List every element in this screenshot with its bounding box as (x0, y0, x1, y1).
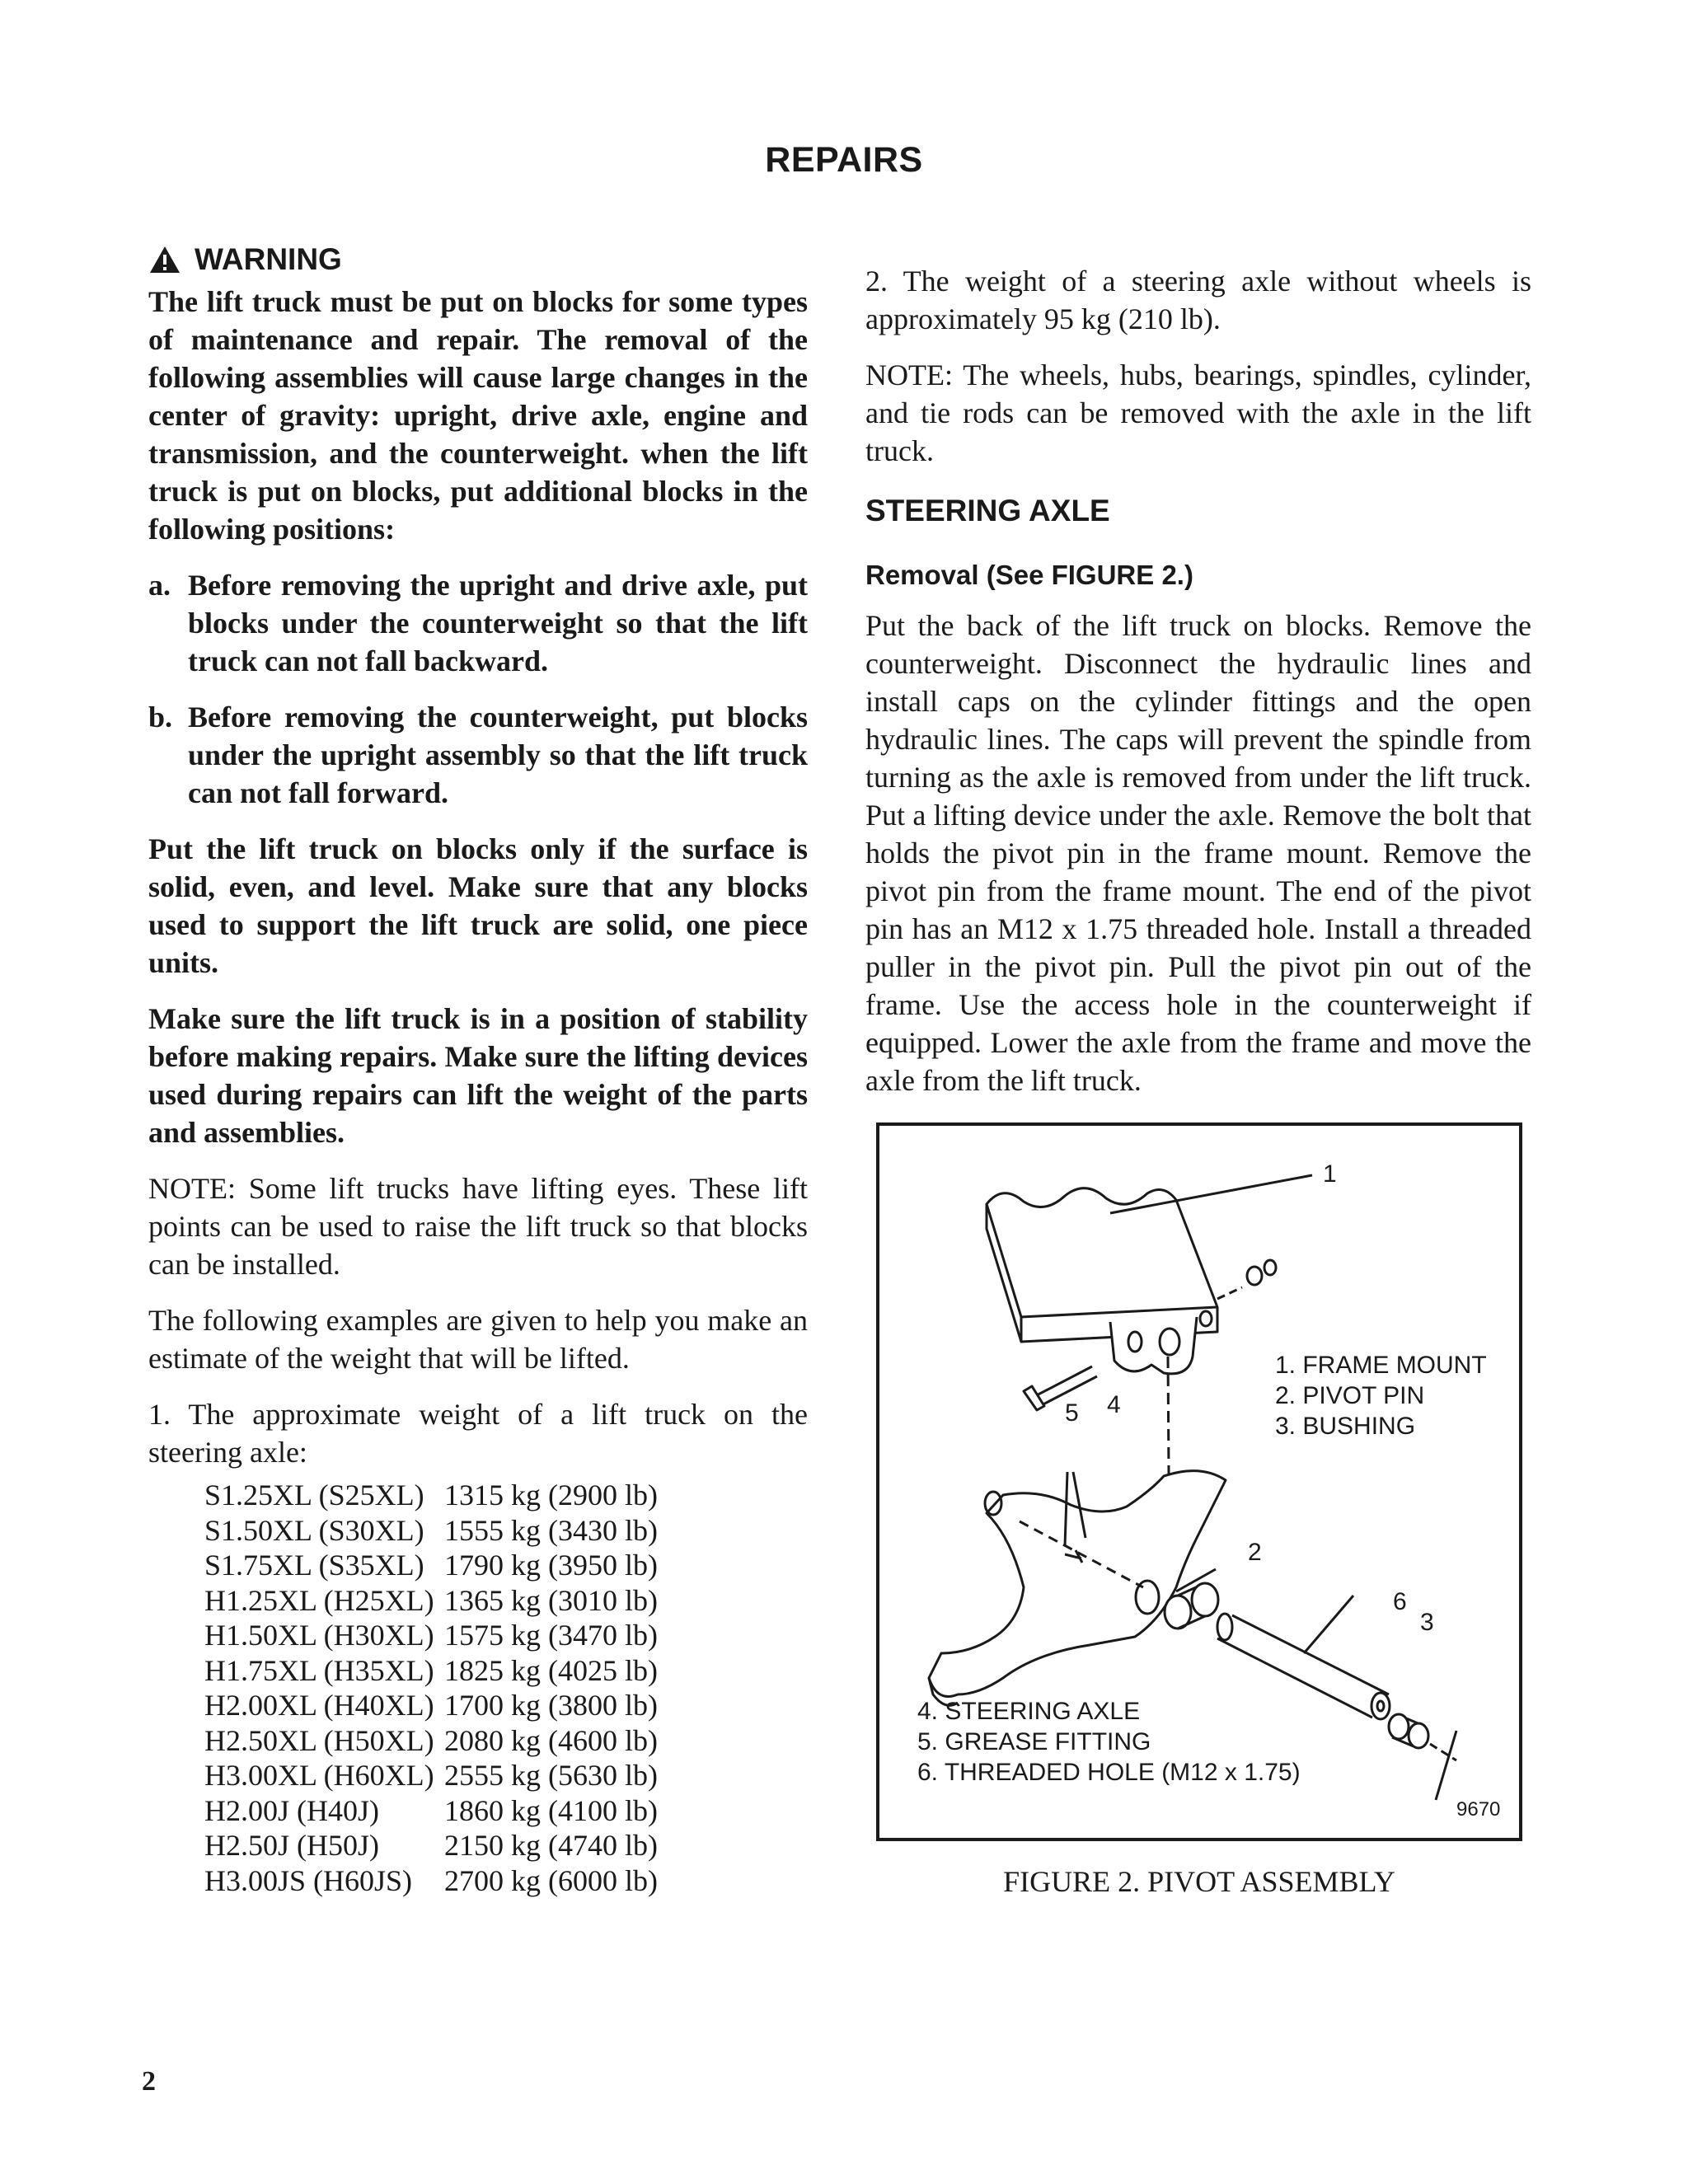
weight-row (204, 1828, 808, 1863)
callout-6: 6 (1393, 1588, 1407, 1615)
figure-number: 9670 (1456, 1798, 1501, 1821)
note-lifting-eyes: NOTE: Some lift trucks have lifting eyes. These lift points can be used to raise the lift truck so that blocks can be installed. (148, 1172, 808, 1281)
page-title: REPAIRS (765, 140, 923, 180)
washer (1264, 1260, 1276, 1275)
weight-row (204, 1723, 808, 1759)
model-cell: H2.50J (H50J) (204, 1829, 379, 1862)
item-1-text: 1. The approximate weight of a lift truck on the steering axle: (148, 1398, 808, 1469)
section-heading: STEERING AXLE (865, 494, 1110, 527)
model-cell: S1.25XL (S25XL) (204, 1479, 424, 1511)
frame-mount-lug (1110, 1317, 1197, 1374)
weight-row (204, 1793, 808, 1829)
warning-heading (148, 241, 808, 278)
figure-caption: FIGURE 2. PIVOT ASSEMBLY (1003, 1865, 1395, 1898)
model-cell: H3.00XL (H60XL) (204, 1759, 434, 1792)
pivot-pin-body (1217, 1615, 1389, 1718)
legend-steering-axle: 4. STEERING AXLE (917, 1698, 1141, 1725)
model-cell: H1.25XL (H25XL) (204, 1583, 434, 1617)
pivot-pin-threaded-end (1372, 1693, 1390, 1719)
warning-heading-text: WARNING (195, 242, 342, 276)
model-cell: H2.00XL (H40XL) (204, 1689, 434, 1722)
right-column (865, 262, 1531, 1118)
leader-3 (1436, 1731, 1456, 1800)
legend-threaded-hole: 6. THREADED HOLE (M12 x 1.75) (917, 1759, 1301, 1786)
warning-item-a (148, 566, 808, 680)
examples-intro: The following examples are given to help you make an estimate of the weight that will be lifted. (148, 1304, 808, 1375)
figure-pivot-assembly (876, 1122, 1522, 1841)
weight-cell: 2080 kg (4600 lb) (444, 1723, 658, 1757)
weight-row (204, 1513, 808, 1549)
callout-4: 4 (1107, 1391, 1121, 1418)
weight-row (204, 1863, 808, 1899)
nut (1247, 1267, 1262, 1285)
pivot-assembly-illustration (879, 1126, 1519, 1838)
subsection-heading: Removal (See FIGURE 2.) (865, 560, 1193, 590)
weight-cell: 1825 kg (4025 lb) (444, 1653, 658, 1687)
note-removal: NOTE: The wheels, hubs, bearings, spindles, cylinder, and tie rods can be removed with the axle in the lift truck. (865, 359, 1531, 467)
callout-5: 5 (1065, 1399, 1079, 1427)
weight-row (204, 1478, 808, 1513)
legend-bushing: 3. BUSHING (1275, 1413, 1416, 1440)
weight-cell: 1555 kg (3430 lb) (444, 1513, 658, 1547)
bushing-right-end (1409, 1723, 1428, 1748)
weight-cell: 1860 kg (4100 lb) (444, 1793, 658, 1827)
warning-para-surface: Put the lift truck on blocks only if the surface is solid, even, and level. Make sure that any blocks used to support the lift truck are solid, one piece units. (148, 832, 808, 979)
frame-mount-top (987, 1188, 1217, 1317)
weight-row (204, 1688, 808, 1723)
pivot-pin-end (1217, 1614, 1232, 1640)
weight-cell: 2150 kg (4740 lb) (444, 1829, 658, 1862)
removal-procedure: Put the back of the lift truck on blocks. Remove the counterweight. Disconnect the hydraulic lines and install caps on the cylinder fittings and the open hydraulic lines. The caps will prevent the spindle from turning as the axle is removed from under the lift truck. Put a lifting device under the axle. Remove the bolt that holds the pivot pin in the frame mount. Remove the pivot pin from the frame mount. The end of the pivot pin has an M12 x 1.75 threaded hole. Install a threaded puller in the pivot pin. Pull the pivot pin out of the frame. Use the access hole in the counterweight if equipped. Lower the axle from the frame and move the axle from the lift truck. (865, 609, 1531, 1097)
warning-para-stability: Make sure the lift truck is in a position of stability before making repairs. Make sure the lifting devices used during repairs can lift the weight of the parts and assemblies. (148, 1002, 808, 1149)
leader-1 (1110, 1175, 1312, 1213)
legend-grease-fitting: 5. GREASE FITTING (917, 1728, 1151, 1755)
weight-table (204, 1478, 808, 1898)
model-cell: H2.00J (H40J) (204, 1793, 379, 1827)
leader-6 (1304, 1596, 1353, 1653)
warning-item-text: Before removing the upright and drive axle, put blocks under the counterweight so that the lift truck can not fall backward. (188, 569, 808, 677)
weight-row (204, 1618, 808, 1653)
bushing-left-end (1192, 1583, 1218, 1616)
warning-icon (148, 245, 181, 274)
weight-cell: 1790 kg (3950 lb) (444, 1549, 658, 1582)
assembly-centerline-bolt (1217, 1287, 1242, 1299)
legend-frame-mount: 1. FRAME MOUNT (1275, 1352, 1487, 1379)
model-cell: H2.50XL (H50XL) (204, 1723, 434, 1757)
warning-item-label: b. (148, 701, 173, 733)
legend-pivot-pin: 2. PIVOT PIN (1275, 1382, 1425, 1409)
steering-axle-body (929, 1471, 1226, 1697)
page-number: 2 (142, 2066, 156, 2097)
left-column (148, 241, 808, 1898)
model-cell: H3.00JS (H60JS) (204, 1863, 413, 1897)
weight-cell: 1700 kg (3800 lb) (444, 1689, 658, 1722)
warning-item-label: a. (148, 569, 171, 602)
item-2-text: 2. The weight of a steering axle without wheels is approximately 95 kg (210 lb). (865, 265, 1531, 335)
warning-item-b (148, 698, 808, 812)
weight-row (204, 1583, 808, 1619)
weight-cell: 1575 kg (3470 lb) (444, 1619, 658, 1652)
warning-intro: The lift truck must be put on blocks for some types of maintenance and repair. The removal of the following assemblies will cause large changes in the center of gravity: upright, drive axle, engine and transmission, and the counterweight. when the lift truck is put on blocks, put additional blocks in the following positions: (148, 285, 808, 546)
bolt-head (1024, 1386, 1044, 1410)
weight-cell: 2700 kg (6000 lb) (444, 1863, 658, 1897)
bushing-right-face (1389, 1714, 1409, 1739)
model-cell: H1.50XL (H30XL) (204, 1619, 434, 1652)
model-cell: S1.50XL (S30XL) (204, 1513, 424, 1547)
weight-row (204, 1758, 808, 1793)
weight-cell: 1315 kg (2900 lb) (444, 1479, 658, 1511)
model-cell: H1.75XL (H35XL) (204, 1653, 434, 1687)
callout-2: 2 (1248, 1539, 1262, 1566)
weight-row (204, 1548, 808, 1583)
callout-3: 3 (1420, 1609, 1434, 1636)
frame-mount-side-hole (1200, 1311, 1212, 1326)
weight-cell: 2555 kg (5630 lb) (444, 1759, 658, 1792)
model-cell: S1.75XL (S35XL) (204, 1549, 424, 1582)
weight-row (204, 1653, 808, 1689)
warning-item-text: Before removing the counterweight, put blocks under the upright assembly so that the lift truck can not fall forward. (188, 701, 808, 809)
weight-cell: 1365 kg (3010 lb) (444, 1583, 658, 1617)
callout-1: 1 (1323, 1160, 1337, 1188)
